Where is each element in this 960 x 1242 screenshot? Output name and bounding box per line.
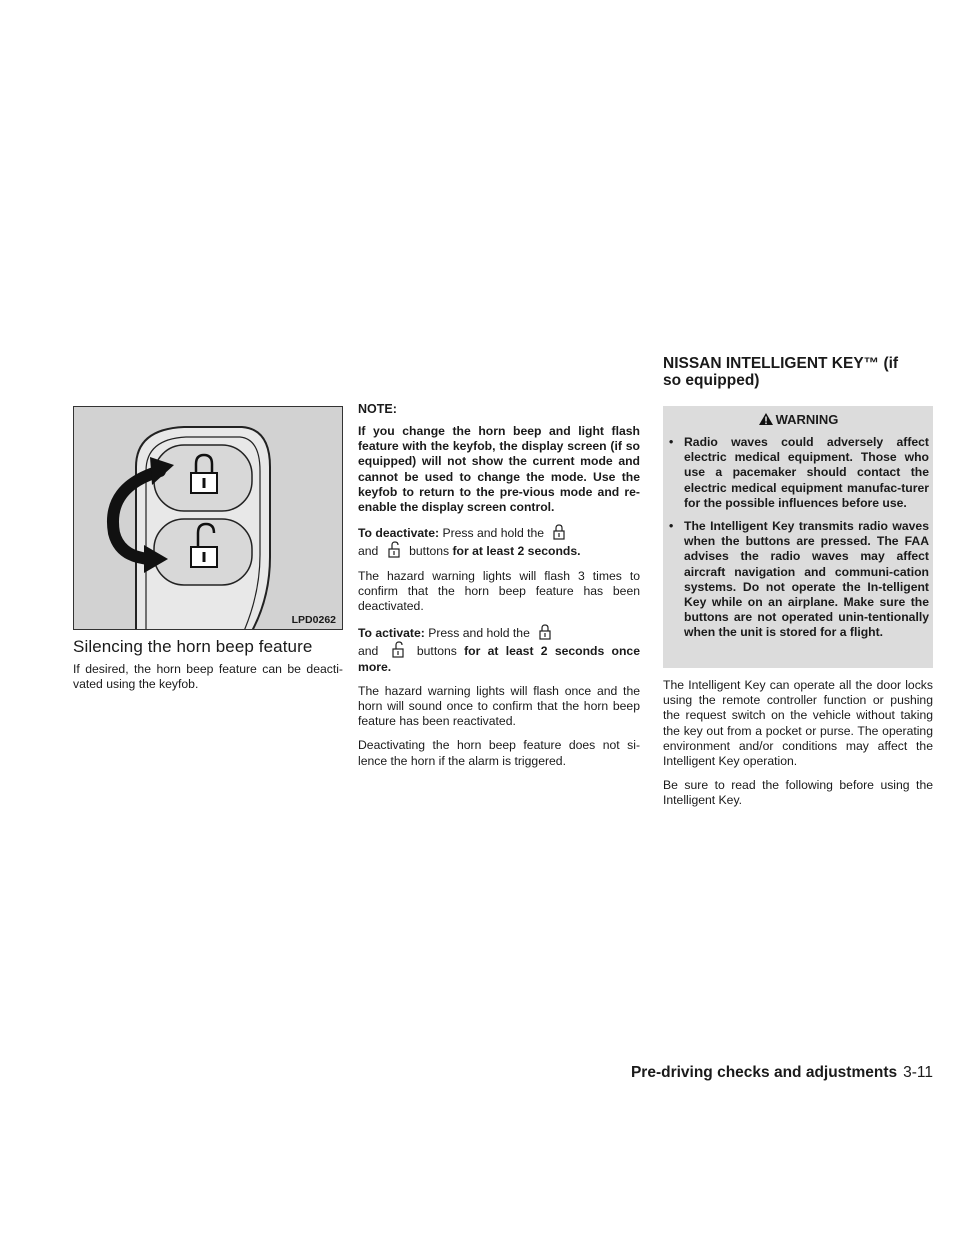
alarm-note: Deactivating the horn beep feature does not si-lence the horn if the alarm is triggered. [358,738,640,768]
warning-item [663,519,933,641]
keyfob-figure [73,406,343,630]
deactivate-confirm: The hazard warning lights will flash 3 times to confirm that the horn beep feature has been deactivated. [358,568,640,614]
section-title: Silencing the horn beep feature [73,637,313,656]
warning-box [663,406,933,668]
page-footer [631,1064,933,1082]
warning-item-text: The Intelligent Key transmits radio waves when the buttons are pressed. The FAA advises the radio waves may affect aircraft navigation and communi-cation systems. Do not operate the In-telligent Key while on an airplane. Make sure the buttons are not operated unin-tentionally when the unit is stored for a flight. [684,519,929,640]
right-column [663,678,933,818]
footer-section: Pre-driving checks and adjustments [630,1064,898,1081]
activate-buttons: buttons [416,644,457,659]
intelligent-key-description: The Intelligent Key can operate all the door locks using the remote controller function or pushing the request switch on the vehicle without taking the key out from a pocket or purse. The operating environment and/or conditions may affect the Intelligent Key operation. [663,678,933,769]
figure-code: LPD0262 [291,614,336,626]
activate-duration: for at least 2 seconds once more. [358,644,640,674]
activate-confirm: The hazard warning lights will flash once and the horn will sound once to confirm that the horn beep feature has been reactivated. [358,683,640,729]
warning-item-text: Radio waves could adversely affect electric medical equipment. Those who use a pacemaker should contact the electric medical equipment manufac-turer for the possible influences before use. [684,435,929,510]
activate-and: and [358,644,379,659]
warning-triangle-icon [758,412,774,426]
note-body: If you change the horn beep and light flash feature with the keyfob, the display screen (if so equipped) will not show the current mode and cannot be used to change the mode. Use the keyfob to return to the pre-vious mode and re-enable the display screen control. [358,424,640,515]
deactivate-label: To deactivate: [358,526,440,541]
lock-button-icon [535,623,555,641]
middle-column [358,402,640,778]
deactivate-buttons: buttons [409,544,450,559]
section-intro: If desired, the horn beep feature can be deacti-vated using the keyfob. [73,662,343,692]
warning-title-text: WARNING [775,412,839,427]
note-heading: NOTE: [358,402,397,416]
deactivate-instruction [358,523,640,559]
page-number: 3-11 [903,1064,933,1081]
keyfob-illustration [74,407,343,630]
unlock-button-icon [388,641,408,659]
lock-button-icon [549,523,569,541]
warning-title [663,412,933,427]
warning-item [663,435,933,511]
warning-bullet: • [669,519,674,534]
unlock-button-icon [384,541,404,559]
activate-instruction [358,623,640,675]
activate-label: To activate: [358,626,425,641]
read-before-note: Be sure to read the following before using the Intelligent Key. [663,778,933,808]
deactivate-duration: for at least 2 seconds. [452,544,581,559]
deactivate-and: and [358,544,379,559]
activate-text: Press and hold the [428,626,530,641]
warning-bullet: • [669,435,674,449]
deactivate-text: Press and hold the [442,526,545,541]
intelligent-key-heading: NISSAN INTELLIGENT KEY™ (if so equipped) [663,355,899,389]
warning-list [663,435,933,641]
